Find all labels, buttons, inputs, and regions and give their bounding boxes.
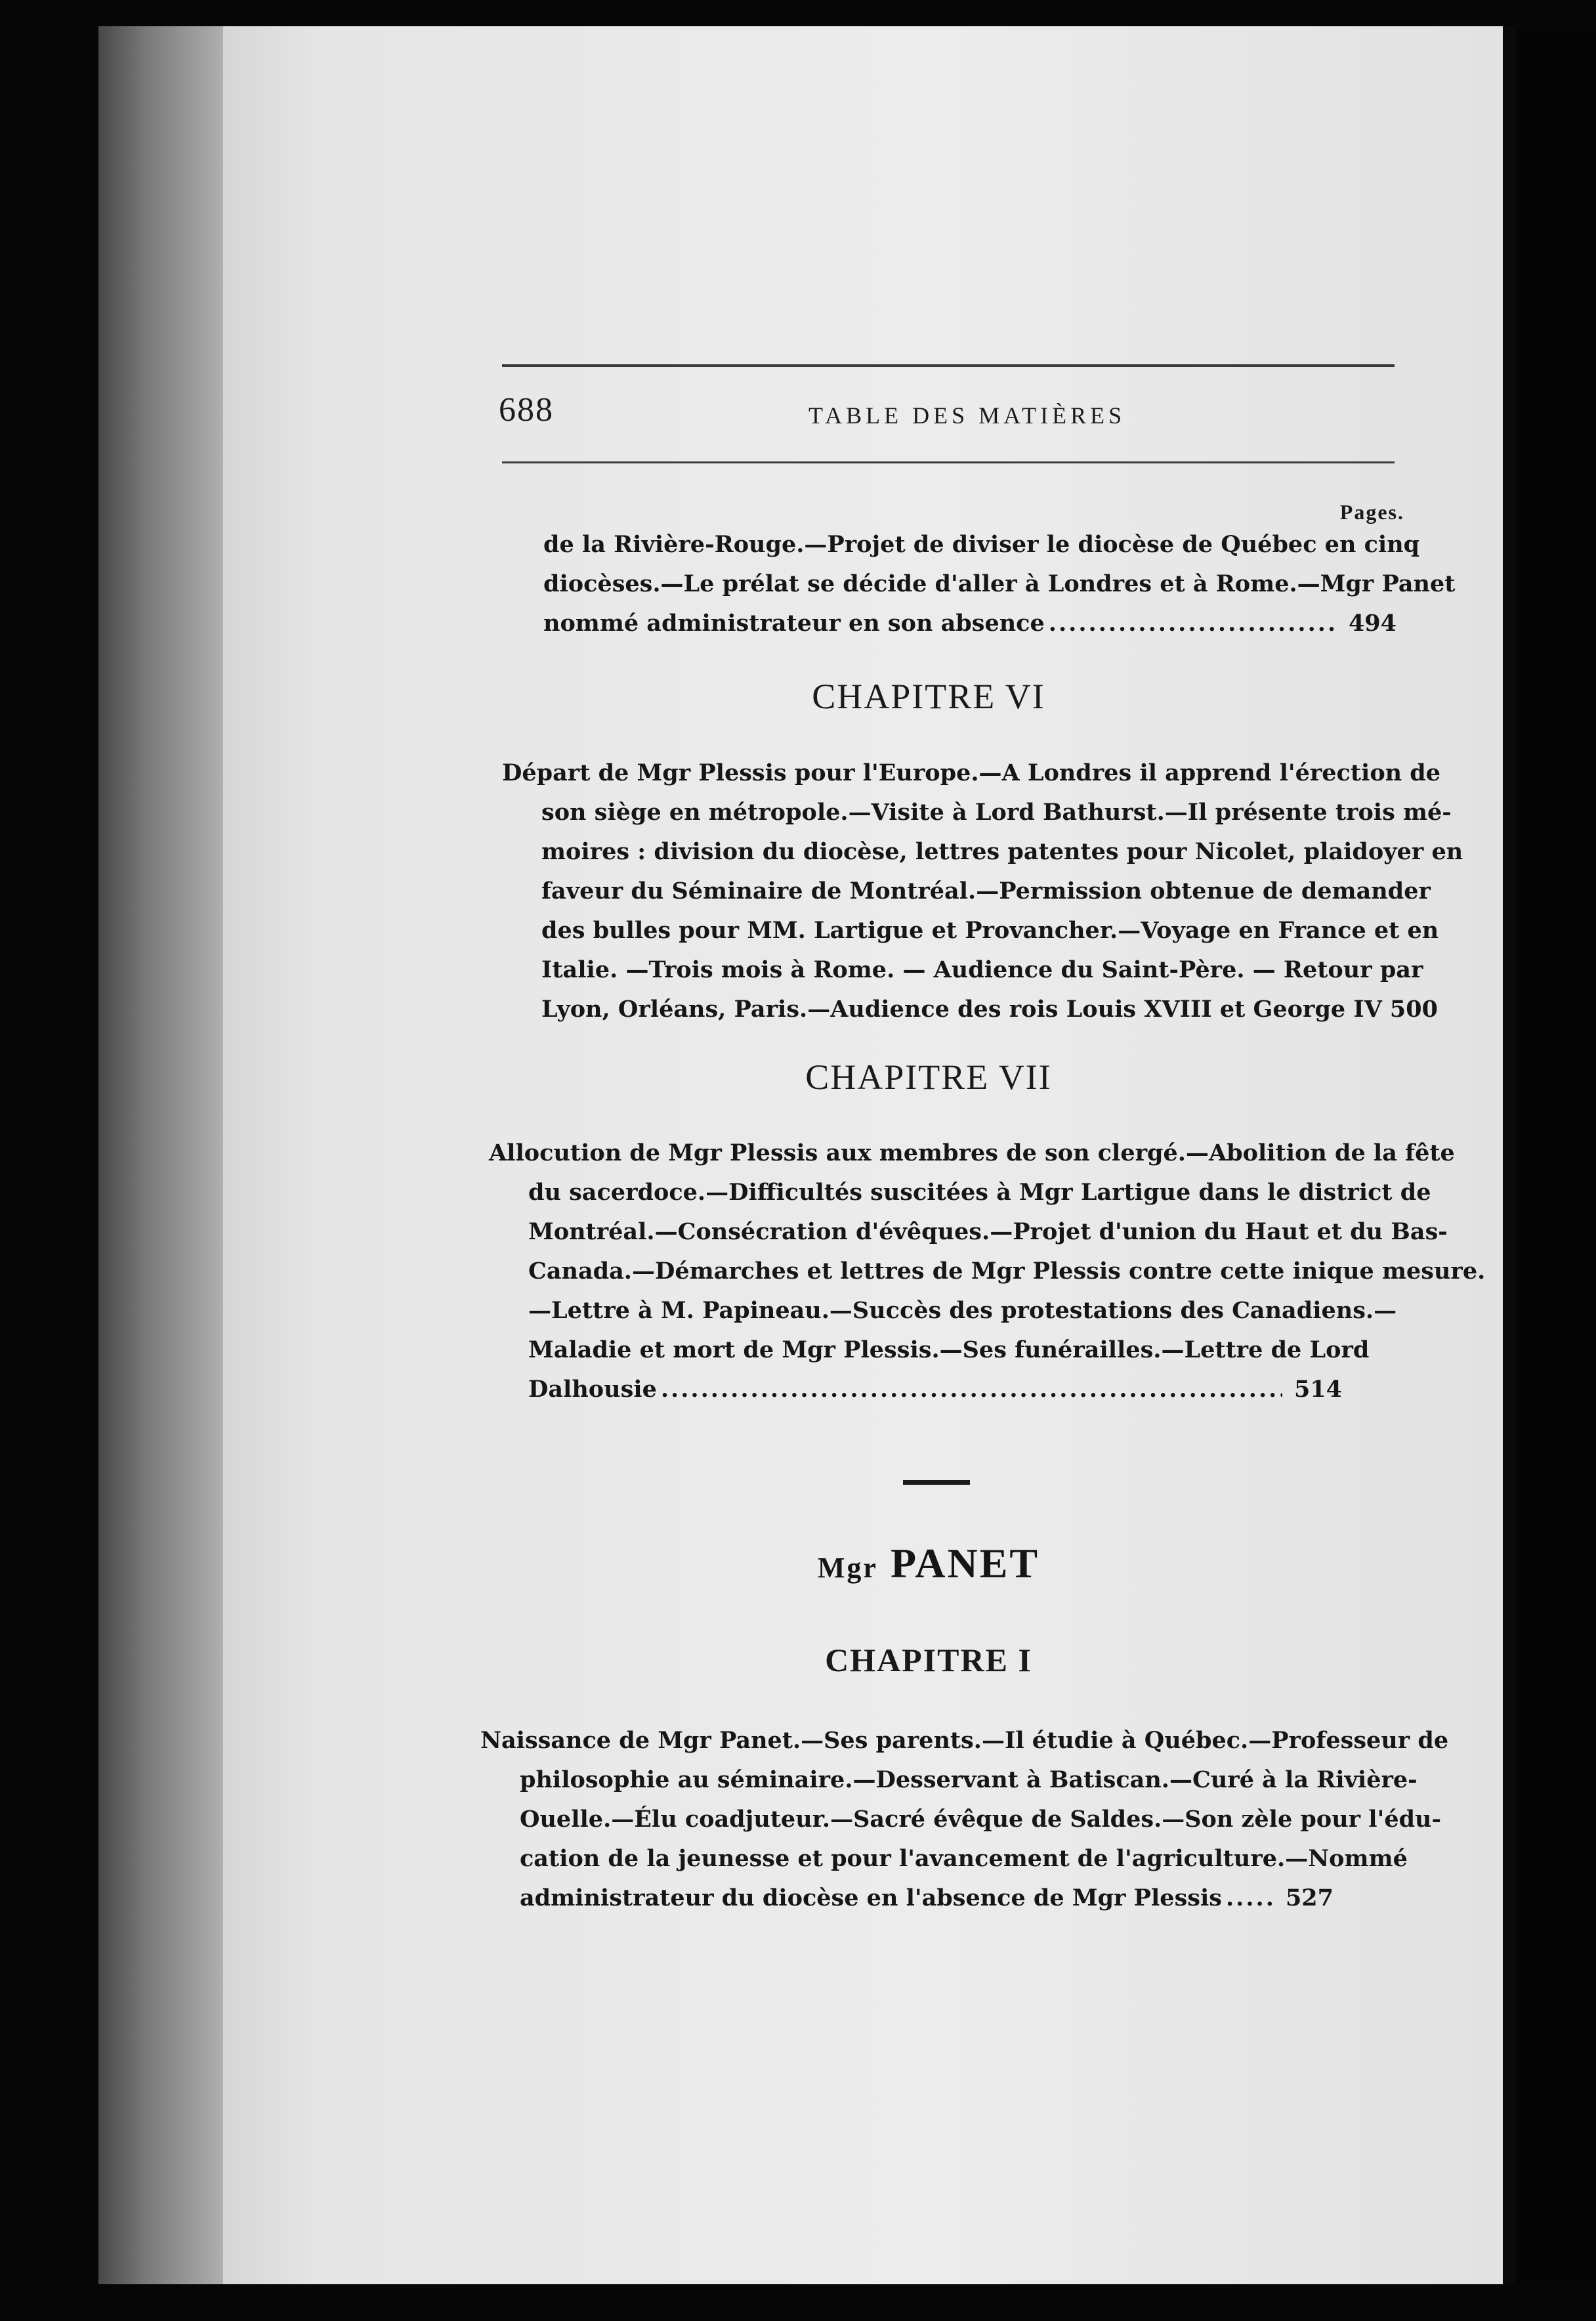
- page-gutter-shadow: [1503, 26, 1516, 2284]
- entry-line: philosophie au séminaire.—Desservant à Batiscan.—Curé à la Rivière-: [520, 1766, 1418, 1793]
- entry-line: de la Rivière-Rouge.—Projet de diviser le diocèse de Québec en cinq: [543, 531, 1420, 558]
- entry-line-with-page: [480, 1879, 1334, 1918]
- entry-line: Italie. —Trois mois à Rome. — Audience du Saint-Père. — Retour par: [541, 956, 1423, 983]
- entry-line: Naissance de Mgr Panet.—Ses parents.—Il étudie à Québec.—Professeur de: [480, 1727, 1449, 1754]
- entry-line: —Lettre à M. Papineau.—Succès des protestations des Canadiens.—: [528, 1297, 1397, 1324]
- section-title-name: PANET: [890, 1540, 1040, 1586]
- section-divider: [903, 1480, 970, 1485]
- page-reference: 527: [1285, 1884, 1334, 1911]
- page-reference: 514: [1293, 1376, 1342, 1403]
- entry-line: Canada.—Démarches et lettres de Mgr Plessis contre cette inique mesure.: [528, 1258, 1486, 1285]
- page-number: 688: [499, 391, 554, 429]
- entry-line: du sacerdoce.—Difficultés suscitées à Mgr Lartigue dans le district de: [528, 1179, 1431, 1206]
- chapter-heading: CHAPITRE VI: [812, 677, 1045, 716]
- entry-line: Maladie et mort de Mgr Plessis.—Ses funérailles.—Lettre de Lord: [528, 1336, 1370, 1363]
- section-title-prefix: Mgr: [817, 1552, 878, 1584]
- dot-leader: [1226, 1879, 1274, 1918]
- header-rule-top: [502, 364, 1395, 367]
- entry-line: diocèses.—Le prélat se décide d'aller à Londres et à Rome.—Mgr Panet: [543, 570, 1456, 597]
- entry-line-text: Lyon, Orléans, Paris.—Audience des rois Louis XVIII et George IV: [541, 996, 1382, 1023]
- running-title: TABLE DES MATIÈRES: [808, 402, 1126, 429]
- entry-line: des bulles pour MM. Lartigue et Provancher.—Voyage en France et en: [541, 917, 1439, 944]
- header-rule-bottom: [502, 461, 1395, 463]
- page-reference: 500: [1389, 996, 1438, 1023]
- entry-line: Allocution de Mgr Plessis aux membres de son clergé.—Abolition de la fête: [489, 1139, 1455, 1166]
- chapter-heading: CHAPITRE VII: [805, 1057, 1052, 1097]
- toc-entry-continued: [543, 525, 1456, 643]
- entry-line-text: nommé administrateur en son absence: [543, 610, 1045, 637]
- entry-line: Ouelle.—Élu coadjuteur.—Sacré évêque de Saldes.—Son zèle pour l'édu-: [520, 1806, 1442, 1833]
- entry-line-text: Dalhousie: [528, 1376, 657, 1403]
- toc-entry-chapter-vi: [502, 754, 1463, 1029]
- entry-line-with-page: [489, 1370, 1342, 1409]
- entry-line: Montréal.—Consécration d'évêques.—Projet d'union du Haut et du Bas-: [528, 1218, 1448, 1245]
- dot-leader: [661, 1370, 1282, 1409]
- pages-column-label: Pages.: [1339, 500, 1404, 524]
- section-title: [502, 1539, 1355, 1588]
- facing-page-edge: [1503, 26, 1596, 2284]
- page-reference: 494: [1348, 610, 1396, 637]
- entry-line-text: administrateur du diocèse en l'absence de Mgr Plessis: [520, 1884, 1222, 1911]
- entry-line-with-page: [543, 604, 1396, 643]
- entry-line: Départ de Mgr Plessis pour l'Europe.—A Londres il apprend l'érection de: [502, 759, 1441, 786]
- entry-line: moires : division du diocèse, lettres patentes pour Nicolet, plaidoyer en: [541, 838, 1463, 865]
- toc-entry-panet-chapter-i: [480, 1721, 1449, 1918]
- entry-line-with-page: [502, 990, 1438, 1029]
- entry-line: cation de la jeunesse et pour l'avancement de l'agriculture.—Nommé: [520, 1845, 1408, 1872]
- toc-entry-chapter-vii: [489, 1134, 1486, 1409]
- chapter-heading: CHAPITRE I: [825, 1642, 1032, 1678]
- entry-line: faveur du Séminaire de Montréal.—Permission obtenue de demander: [541, 878, 1431, 905]
- dot-leader: [1049, 604, 1337, 643]
- entry-line: son siège en métropole.—Visite à Lord Bathurst.—Il présente trois mé-: [541, 799, 1452, 826]
- book-edge: [98, 26, 236, 2284]
